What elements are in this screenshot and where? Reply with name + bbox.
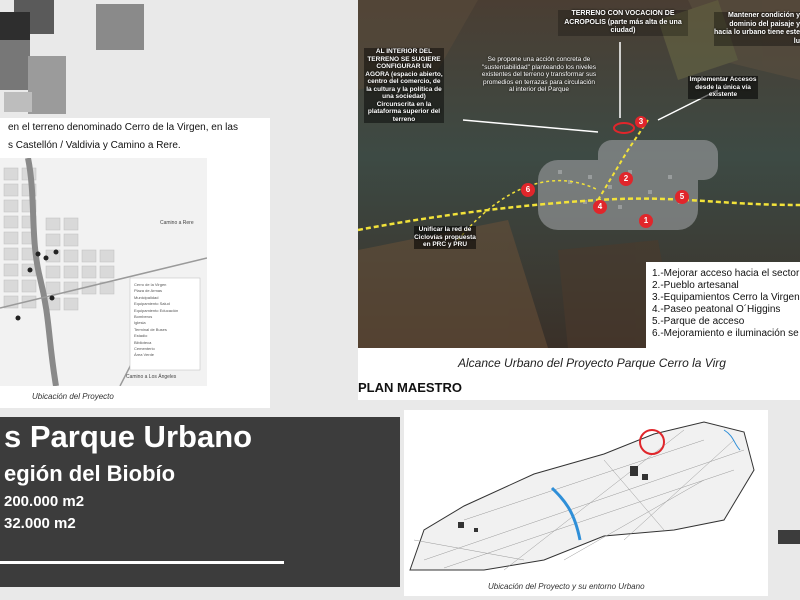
- title-block: [0, 417, 400, 587]
- project-title: s Parque Urbano: [4, 419, 253, 454]
- map-legend-item: Municipalidad: [134, 294, 159, 300]
- deco-square: [28, 56, 66, 114]
- deco-square: [4, 92, 32, 112]
- map-legend-item: Cerro de la Virgen: [134, 282, 167, 287]
- map-legend-item: Biblioteca: [134, 339, 152, 345]
- aerial-caption: Alcance Urbano del Proyecto Parque Cerro la Virg: [458, 356, 726, 370]
- map-legend-item: Cementerio: [134, 346, 155, 352]
- callout-sustentable: Se propone una acción concreta de "sustentabilidad" planteando los niveles existentes del terreno y transformar sus promedios en terrazas para circulación al interior del Parque: [481, 56, 597, 93]
- plan-caption: Ubicación del Proyecto y su entorno Urbano: [488, 582, 645, 591]
- legend-item: 1.-Mejorar acceso hacia el sector: [652, 268, 800, 279]
- callout-ciclovias: Unificar la red de Ciclovías propuesta en PRC y PRU: [414, 226, 476, 248]
- marker-1: 1: [639, 214, 653, 228]
- marker-5: 5: [675, 190, 689, 204]
- road-label-2: Camino a Los Ángeles: [126, 374, 177, 380]
- plan-heading: PLAN MAESTRO: [358, 380, 462, 395]
- area-built: 32.000 m2: [4, 515, 76, 532]
- deco-square: [0, 40, 30, 90]
- legend-item: 4.-Paseo peatonal O´Higgins: [652, 304, 781, 315]
- map-legend-item: Equipamiento Salud: [134, 301, 170, 307]
- map-legend-item: Terminal de Buses: [134, 326, 167, 332]
- title-divider: [0, 561, 284, 564]
- marker-2: 2: [619, 172, 633, 186]
- callout-acropolis: TERRENO CON VOCACION DE ACROPOLIS (parte más alta de una ciudad): [558, 10, 688, 36]
- callout-accesos: Implementar Accesos desde la única vía existente: [689, 76, 757, 98]
- deco-square: [96, 4, 144, 50]
- map-legend-item: Área Verde: [134, 352, 155, 358]
- map-legend-item: Bomberos: [134, 314, 153, 320]
- aerial-legend: [652, 268, 800, 340]
- aerial-panel: [358, 0, 800, 400]
- left-panel: [0, 118, 270, 408]
- intro-text-line-1: en el terreno denominado Cerro de la Virgen, en las: [8, 122, 238, 133]
- map-legend: [134, 282, 200, 359]
- project-region: egión del Biobío: [4, 461, 176, 486]
- callout-paisaje: Mantener condición y dominio del paisaje y hacia lo urbano tiene este lu: [714, 12, 800, 45]
- plan-panel: [404, 410, 768, 596]
- map-legend-list: [134, 282, 200, 359]
- marker-6: 6: [521, 183, 535, 197]
- map-legend-item: Estadio: [134, 333, 148, 339]
- legend-item: 3.-Equipamientos Cerro la Virgen: [652, 292, 800, 303]
- map-caption: Ubicación del Proyecto: [32, 392, 114, 401]
- legend-item: 2.-Pueblo artesanal: [652, 280, 739, 291]
- legend-item: 5.-Parque de acceso: [652, 316, 745, 327]
- map-legend-item: Plaza de Armas: [134, 288, 163, 294]
- intro-text-line-2: s Castellón / Valdivia y Camino a Rere.: [8, 140, 181, 151]
- aerial-photo: [358, 0, 800, 348]
- callout-agora: AL INTERIOR DEL TERRENO SE SUGIERE CONFIGURAR UN AGORA (espacio abierto, centro del comercio, de la cultura y la política de una sociedad) Circunscrita en la plataforma superior del terreno: [365, 48, 443, 123]
- location-map: [0, 158, 207, 386]
- master-plan-map: [404, 410, 768, 576]
- marker-4: 4: [593, 200, 607, 214]
- area-total: 200.000 m2: [4, 493, 85, 510]
- deco-bar: [778, 530, 800, 544]
- road-label: Camino a Rere: [160, 220, 194, 226]
- map-legend-item: Equipamiento Educación: [134, 307, 179, 313]
- map-legend-item: Iglesia: [134, 320, 146, 326]
- marker-3: 3: [635, 116, 647, 128]
- legend-item: 6.-Mejoramiento e iluminación se: [652, 328, 799, 339]
